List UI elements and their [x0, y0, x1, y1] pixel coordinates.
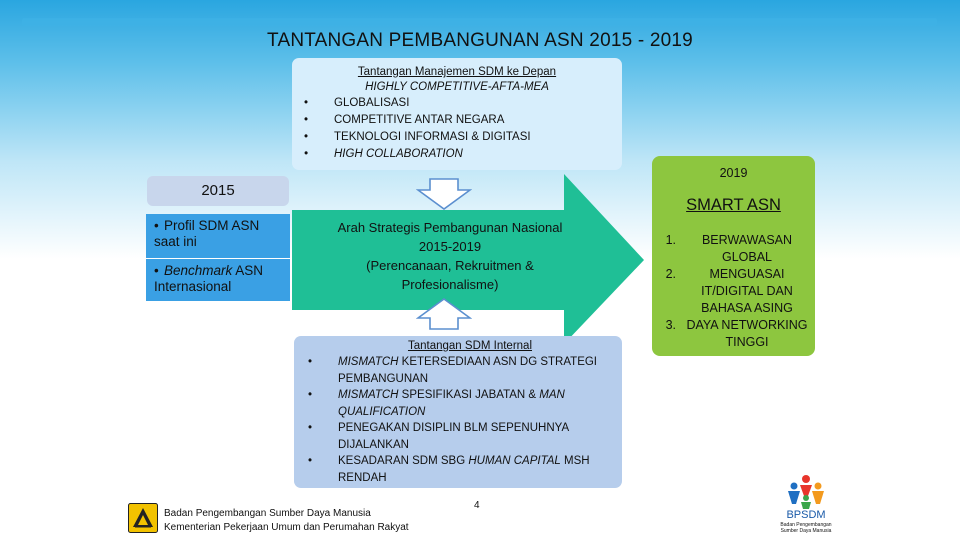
- bpsdm-name: BPSDM: [786, 509, 826, 521]
- list-item: • COMPETITIVE ANTAR NEGARA: [322, 112, 612, 129]
- year-2019-label: 2019: [719, 166, 748, 180]
- list-item-text: KETERSEDIAAN ASN DG STRATEGI PEMBANGUNAN: [338, 356, 598, 385]
- left-item-profil: [146, 214, 290, 258]
- list-item-number: 3.: [665, 318, 676, 332]
- strategic-line-1: Arah Strategis Pembangunan Nasional: [337, 220, 563, 235]
- bpsdm-subtitle: [760, 522, 852, 534]
- bpsdm-sub-line-1: Badan Pengembangan: [780, 522, 832, 528]
- external-challenges-heading: Tantangan Manajemen SDM ke Depan: [357, 66, 557, 78]
- list-item: [660, 266, 812, 317]
- internal-challenges-heading: Tantangan SDM Internal: [407, 340, 533, 352]
- pupr-logo-icon: [128, 503, 158, 533]
- left-item-benchmark-em: Benchmark: [164, 263, 233, 278]
- list-item-number: 1.: [665, 233, 676, 247]
- left-item-profil-text: Profil SDM ASN saat ini: [154, 218, 260, 249]
- list-item-text: MENGUASAI IT/DIGITAL DAN BAHASA ASING: [701, 267, 793, 315]
- footer-line-1: Badan Pengembangan Sumber Daya Manusia: [164, 508, 371, 519]
- footer-line-2: Kementerian Pekerjaan Umum dan Perumahan Rakyat: [164, 522, 409, 533]
- top-edge-bar: [22, 18, 937, 26]
- list-item-text: SPESIFIKASI JABATAN &: [398, 389, 540, 401]
- list-item: • HIGH COLLABORATION: [322, 146, 612, 163]
- external-challenges-list: [322, 95, 612, 163]
- list-item-text: BERWAWASAN GLOBAL: [701, 233, 793, 264]
- list-item-text: MSH RENDAH: [338, 455, 590, 484]
- list-item-number: 2.: [665, 267, 676, 281]
- year-2015-label: 2015: [147, 176, 289, 206]
- strategic-line-3: (Perencanaan, Rekruitmen &: [366, 258, 534, 273]
- up-arrow-icon: [416, 298, 472, 330]
- list-item-text: KESADARAN SDM SBG: [338, 455, 469, 467]
- list-item-text: DAYA NETWORKING TINGGI: [686, 318, 808, 349]
- left-item-benchmark: [146, 259, 290, 301]
- slide-title: TANTANGAN PEMBANGUNAN ASN 2015 - 2019: [267, 30, 693, 51]
- list-item-em: HUMAN CAPITAL: [468, 455, 561, 467]
- list-item-em: MISMATCH: [338, 356, 399, 368]
- strategic-line-2: 2015-2019: [418, 239, 482, 254]
- list-item: [326, 453, 614, 486]
- list-item: • PENEGAKAN DISIPLIN BLM SEPENUHNYA DIJALANKAN: [326, 420, 614, 453]
- list-item: [326, 387, 614, 420]
- list-item: [660, 317, 812, 351]
- list-item: [660, 232, 812, 266]
- smart-asn-list: [660, 232, 812, 351]
- list-item: [326, 354, 614, 387]
- bullet-glyph: •: [154, 263, 159, 278]
- strategic-direction-text: [305, 218, 595, 294]
- smart-asn-box: [652, 156, 815, 356]
- list-item-em: MISMATCH: [338, 389, 399, 401]
- internal-challenges-list: [326, 354, 614, 486]
- external-challenges-box: [292, 58, 622, 170]
- internal-challenges-box: [294, 336, 622, 488]
- page-number: 4: [474, 500, 480, 511]
- down-arrow-icon: [416, 178, 472, 210]
- bullet-glyph: •: [154, 218, 159, 233]
- external-challenges-subheading: HIGHLY COMPETITIVE-AFTA-MEA: [365, 81, 549, 93]
- list-item: • GLOBALISASI: [322, 95, 612, 112]
- strategic-line-4: Profesionalisme): [401, 277, 499, 292]
- smart-asn-heading: SMART ASN: [686, 196, 781, 214]
- left-item-benchmark-text: ASN Internasional: [154, 263, 264, 294]
- list-item-em: MAN QUALIFICATION: [338, 389, 565, 418]
- bpsdm-sub-line-2: Sumber Daya Manusia: [780, 528, 832, 534]
- bpsdm-people-logo-icon: [784, 474, 828, 510]
- footer-organization: [164, 507, 409, 535]
- list-item: • TEKNOLOGI INFORMASI & DIGITASI: [322, 129, 612, 146]
